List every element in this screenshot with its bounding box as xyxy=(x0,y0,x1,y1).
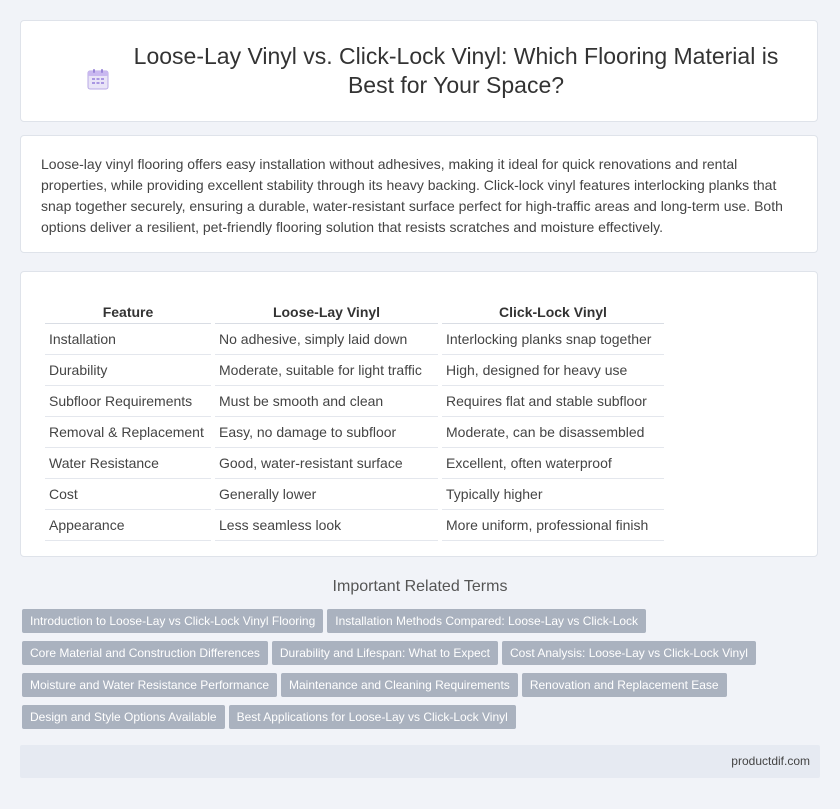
related-tag[interactable]: Moisture and Water Resistance Performance xyxy=(22,673,277,697)
related-tag[interactable]: Installation Methods Compared: Loose-Lay vs Click-Lock xyxy=(327,609,646,633)
calendar-icon xyxy=(85,66,111,92)
cell-loose-lay: Less seamless look xyxy=(215,510,438,541)
table-row xyxy=(45,448,664,479)
table-row xyxy=(45,386,664,417)
table-row xyxy=(45,479,664,510)
related-terms-list xyxy=(22,609,812,737)
cell-click-lock: Interlocking planks snap together xyxy=(442,324,664,355)
cell-click-lock: Excellent, often waterproof xyxy=(442,448,664,479)
related-tag[interactable]: Core Material and Construction Differences xyxy=(22,641,268,665)
cell-feature: Cost xyxy=(45,479,211,510)
cell-click-lock: Moderate, can be disassembled xyxy=(442,417,664,448)
related-tag[interactable]: Best Applications for Loose-Lay vs Click-Lock Vinyl xyxy=(229,705,516,729)
cell-click-lock: High, designed for heavy use xyxy=(442,355,664,386)
cell-loose-lay: Good, water-resistant surface xyxy=(215,448,438,479)
related-tag[interactable]: Introduction to Loose-Lay vs Click-Lock Vinyl Flooring xyxy=(22,609,323,633)
header-click-lock: Click-Lock Vinyl xyxy=(442,292,664,324)
cell-loose-lay: Generally lower xyxy=(215,479,438,510)
table-row xyxy=(45,355,664,386)
header-loose-lay: Loose-Lay Vinyl xyxy=(215,292,438,324)
footer-site[interactable]: productdif.com xyxy=(731,754,810,768)
cell-feature: Appearance xyxy=(45,510,211,541)
cell-feature: Subfloor Requirements xyxy=(45,386,211,417)
table-header-row xyxy=(45,292,664,324)
footer xyxy=(20,745,820,778)
related-terms-heading: Important Related Terms xyxy=(332,578,508,595)
cell-feature: Installation xyxy=(45,324,211,355)
related-tag[interactable]: Maintenance and Cleaning Requirements xyxy=(281,673,518,697)
page-title: Loose-Lay Vinyl vs. Click-Lock Vinyl: Which Flooring Material is Best for Your Space? xyxy=(133,43,779,98)
table-row xyxy=(45,510,664,541)
cell-click-lock: More uniform, professional finish xyxy=(442,510,664,541)
related-tag[interactable]: Cost Analysis: Loose-Lay vs Click-Lock Vinyl xyxy=(502,641,756,665)
cell-feature: Durability xyxy=(45,355,211,386)
cell-click-lock: Typically higher xyxy=(442,479,664,510)
comparison-card xyxy=(20,271,818,557)
cell-loose-lay: Must be smooth and clean xyxy=(215,386,438,417)
related-tag[interactable]: Renovation and Replacement Ease xyxy=(522,673,727,697)
table-row xyxy=(45,324,664,355)
cell-loose-lay: Moderate, suitable for light traffic xyxy=(215,355,438,386)
cell-click-lock: Requires flat and stable subfloor xyxy=(442,386,664,417)
table-row xyxy=(45,417,664,448)
cell-loose-lay: Easy, no damage to subfloor xyxy=(215,417,438,448)
cell-feature: Water Resistance xyxy=(45,448,211,479)
cell-feature: Removal & Replacement xyxy=(45,417,211,448)
related-tag[interactable]: Durability and Lifespan: What to Expect xyxy=(272,641,498,665)
header-feature: Feature xyxy=(45,292,211,324)
comparison-table xyxy=(41,292,668,541)
intro-text: Loose-lay vinyl flooring offers easy installation without adhesives, making it ideal for quick renovations and rental properties, while providing excellent stability through its heavy backing. Click-lock vinyl features interlocking planks that snap together securely, ensuring a durable, water-resistant surface perfect for high-traffic areas and long-term use. Both options deliver a resilient, pet-friendly flooring solution that resists scratches and moisture effectively. xyxy=(41,156,783,235)
header-card xyxy=(20,20,818,122)
intro-card xyxy=(20,135,818,253)
related-tag[interactable]: Design and Style Options Available xyxy=(22,705,225,729)
cell-loose-lay: No adhesive, simply laid down xyxy=(215,324,438,355)
